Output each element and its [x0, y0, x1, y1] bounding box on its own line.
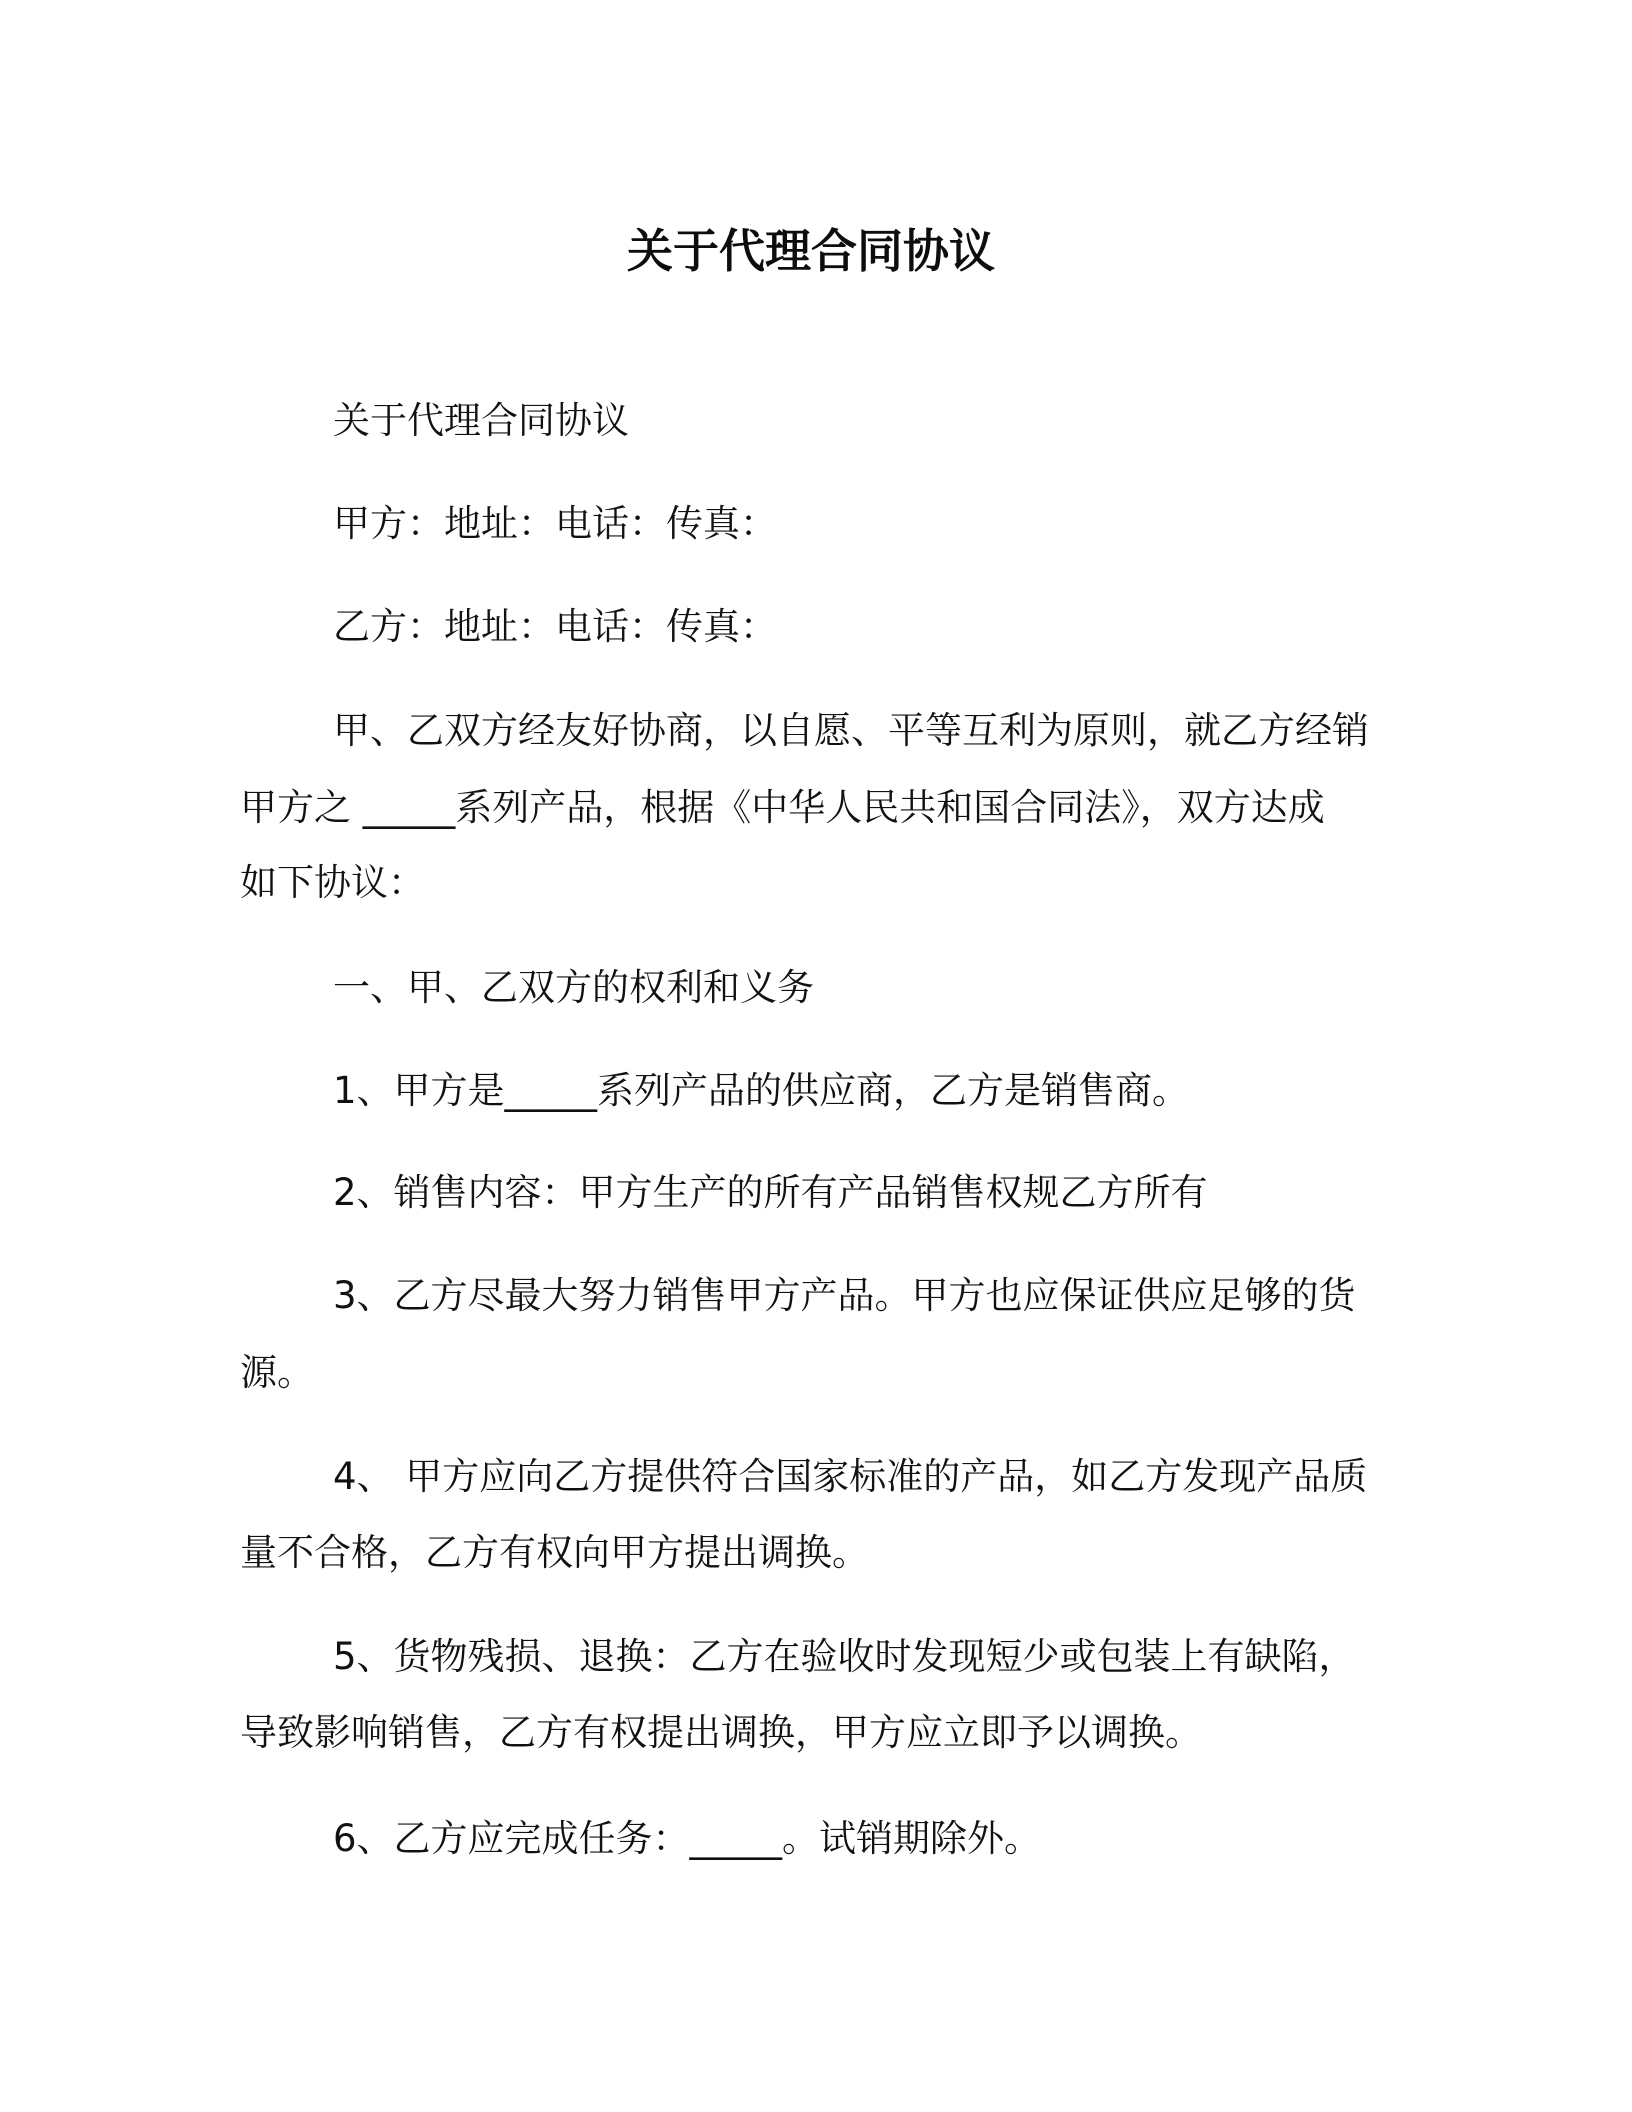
clause-line: 导致影响销售，乙方有权提出调换，甲方应立即予以调换。 — [240, 1711, 1202, 1754]
clause-line: 4、 甲方应向乙方提供符合国家标准的产品，如乙方发现产品质 — [333, 1455, 1368, 1498]
clause-line: 1、甲方是_____系列产品的供应商，乙方是销售商。 — [333, 1069, 1190, 1112]
clause-line: 源。 — [240, 1351, 314, 1394]
preamble-line: 如下协议： — [240, 861, 425, 904]
preamble-line: 甲、乙双方经友好协商，以自愿、平等互利为原则，就乙方经销 — [333, 709, 1369, 752]
clause-line: 5、货物残损、退换：乙方在验收时发现短少或包装上有缺陷， — [333, 1635, 1356, 1678]
preamble-line: 甲方之 _____系列产品，根据《中华人民共和国合同法》，双方达成 — [240, 786, 1325, 829]
section-heading: 一、甲、乙双方的权利和义务 — [333, 966, 814, 1009]
document-title: 关于代理合同协议 — [627, 224, 995, 278]
party-a-info: 甲方：地址：电话：传真： — [333, 502, 777, 545]
clause-line: 2、销售内容：甲方生产的所有产品销售权规乙方所有 — [333, 1171, 1208, 1214]
clause-line: 3、乙方尽最大努力销售甲方产品。甲方也应保证供应足够的货 — [333, 1274, 1356, 1317]
body-title: 关于代理合同协议 — [333, 399, 629, 442]
clause-line: 6、乙方应完成任务：_____。试销期除外。 — [333, 1817, 1042, 1860]
party-b-info: 乙方：地址：电话：传真： — [333, 605, 777, 648]
clause-line: 量不合格，乙方有权向甲方提出调换。 — [240, 1531, 869, 1574]
